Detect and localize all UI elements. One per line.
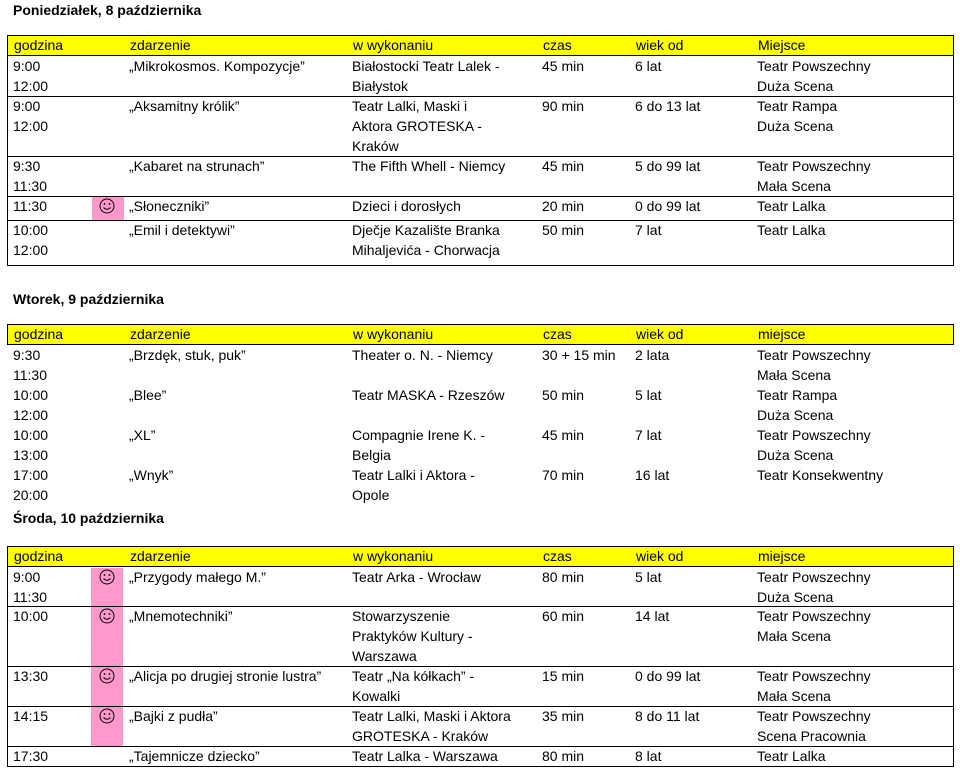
age-cell: 0 do 99 lat (635, 668, 701, 684)
duration-cell: 45 min (542, 158, 585, 174)
header-cell: Miejsce (758, 37, 806, 53)
event-cell: „Alicja po drugiej stronie lustra” (129, 668, 322, 684)
table-header (7, 35, 954, 56)
header-cell: w wykonaniu (353, 37, 434, 53)
venue-cell: Mała Scena (757, 688, 831, 704)
time-cell: 13:30 (13, 668, 49, 684)
venue-cell: Duża Scena (757, 447, 834, 463)
smiley-icon (99, 198, 115, 214)
smiley-icon (99, 708, 115, 724)
day-title: Poniedziałek, 8 października (13, 2, 202, 18)
age-cell: 2 lata (635, 347, 670, 363)
age-cell: 5 lat (635, 569, 662, 585)
performer-cell: Białostocki Teatr Lalek - (352, 58, 500, 74)
header-cell: miejsce (758, 326, 806, 342)
duration-cell: 90 min (542, 98, 585, 114)
performer-cell: Mihaljevića - Chorwacja (352, 242, 500, 258)
header-cell: w wykonaniu (353, 326, 434, 342)
time-cell: 10:00 (13, 427, 49, 443)
venue-cell: Duża Scena (757, 78, 834, 94)
venue-cell: Teatr Powszechny (757, 708, 871, 724)
performer-cell: Theater o. N. - Niemcy (352, 347, 493, 363)
age-cell: 5 do 99 lat (635, 158, 701, 174)
time-cell: 11:30 (13, 178, 47, 194)
time-cell: 12:00 (13, 118, 49, 134)
performer-cell: Opole (352, 487, 390, 503)
venue-cell: Scena Pracownia (757, 728, 866, 744)
time-cell: 12:00 (13, 407, 49, 423)
time-cell: 17:30 (13, 748, 49, 764)
performer-cell: GROTESKA - Kraków (352, 728, 489, 744)
smiley-icon (99, 668, 115, 684)
time-cell: 20:00 (13, 487, 49, 503)
header-cell: wiek od (636, 326, 684, 342)
performer-cell: Aktora GROTESKA - (352, 118, 482, 134)
header-cell: czas (543, 326, 572, 342)
venue-cell: Teatr Lalka (757, 222, 826, 238)
duration-cell: 20 min (542, 198, 585, 214)
age-cell: 0 do 99 lat (635, 198, 701, 214)
header-cell: zdarzenie (130, 548, 191, 564)
time-cell: 17:00 (13, 467, 49, 483)
event-cell: „Bajki z pudła” (129, 708, 218, 724)
performer-cell: Teatr Arka - Wrocław (352, 569, 481, 585)
duration-cell: 80 min (542, 748, 585, 764)
smiley-icon (99, 608, 115, 624)
venue-cell: Teatr Powszechny (757, 668, 871, 684)
time-cell: 11:30 (13, 198, 47, 214)
age-cell: 8 lat (635, 748, 662, 764)
performer-cell: Kraków (352, 138, 399, 154)
venue-cell: Teatr Lalka (757, 748, 826, 764)
performer-cell: Stowarzyszenie (352, 608, 451, 624)
header-cell: zdarzenie (130, 37, 191, 53)
duration-cell: 45 min (542, 427, 585, 443)
header-cell: miejsce (758, 548, 806, 564)
event-cell: „Słoneczniki” (129, 198, 210, 214)
duration-cell: 70 min (542, 467, 585, 483)
duration-cell: 50 min (542, 222, 585, 238)
duration-cell: 30 + 15 min (542, 347, 616, 363)
performer-cell: Białystok (352, 78, 409, 94)
age-cell: 6 do 13 lat (635, 98, 701, 114)
performer-cell: Warszawa (352, 648, 417, 664)
duration-cell: 60 min (542, 608, 585, 624)
time-cell: 13:00 (13, 447, 49, 463)
header-cell: czas (543, 548, 572, 564)
duration-cell: 15 min (542, 668, 585, 684)
performer-cell: Dzieci i dorosłych (352, 198, 461, 214)
duration-cell: 45 min (542, 58, 585, 74)
time-cell: 11:30 (13, 589, 47, 605)
event-cell: „Tajemnicze dziecko” (129, 748, 260, 764)
performer-cell: Teatr Lalki, Maski i (352, 98, 468, 114)
venue-cell: Teatr Powszechny (757, 158, 871, 174)
time-cell: 9:30 (13, 347, 41, 363)
time-cell: 12:00 (13, 242, 49, 258)
time-cell: 9:00 (13, 98, 41, 114)
venue-cell: Mała Scena (757, 178, 831, 194)
age-cell: 5 lat (635, 387, 662, 403)
event-cell: „Mikrokosmos. Kompozycje” (129, 58, 305, 74)
venue-cell: Teatr Lalka (757, 198, 826, 214)
header-cell: godzina (14, 37, 64, 53)
time-cell: 12:00 (13, 78, 49, 94)
venue-cell: Teatr Powszechny (757, 569, 871, 585)
duration-cell: 35 min (542, 708, 585, 724)
event-cell: „Mnemotechniki” (129, 608, 233, 624)
header-cell: zdarzenie (130, 326, 191, 342)
performer-cell: Compagnie Irene K. - (352, 427, 486, 443)
performer-cell: Teatr Lalka - Warszawa (352, 748, 498, 764)
venue-cell: Duża Scena (757, 589, 834, 605)
time-cell: 10:00 (13, 387, 49, 403)
day-title: Wtorek, 9 października (13, 291, 164, 307)
header-cell: w wykonaniu (353, 548, 434, 564)
header-cell: wiek od (636, 37, 684, 53)
performer-cell: Kowalki (352, 688, 401, 704)
venue-cell: Mała Scena (757, 367, 831, 383)
event-cell: „Brzdęk, stuk, puk” (129, 347, 246, 363)
smiley-icon (99, 569, 115, 585)
event-cell: „Emil i detektywi” (129, 222, 235, 238)
performer-cell: Praktyków Kultury - (352, 628, 473, 644)
duration-cell: 50 min (542, 387, 585, 403)
venue-cell: Teatr Powszechny (757, 608, 871, 624)
age-cell: 8 do 11 lat (635, 708, 700, 724)
age-cell: 14 lat (635, 608, 670, 624)
event-cell: „Kabaret na strunach” (129, 158, 265, 174)
time-cell: 10:00 (13, 608, 49, 624)
venue-cell: Teatr Konsekwentny (757, 467, 884, 483)
table-header (7, 546, 954, 567)
performer-cell: Teatr Lalki i Aktora - (352, 467, 475, 483)
day-title: Środa, 10 października (13, 510, 164, 526)
time-cell: 9:30 (13, 158, 41, 174)
time-cell: 9:00 (13, 569, 41, 585)
venue-cell: Mała Scena (757, 628, 831, 644)
age-cell: 6 lat (635, 58, 662, 74)
header-cell: godzina (14, 548, 64, 564)
event-cell: „Blee” (129, 387, 167, 403)
event-cell: „XL” (129, 427, 156, 443)
header-cell: wiek od (636, 548, 684, 564)
age-cell: 16 lat (635, 467, 670, 483)
time-cell: 11:30 (13, 367, 47, 383)
event-cell: „Przygody małego M.” (129, 569, 266, 585)
venue-cell: Duża Scena (757, 407, 834, 423)
event-cell: „Aksamitny królik” (129, 98, 240, 114)
performer-cell: Belgia (352, 447, 391, 463)
event-cell: „Wnyk” (129, 467, 174, 483)
table-header (7, 324, 954, 345)
time-cell: 10:00 (13, 222, 49, 238)
performer-cell: Teatr MASKA - Rzeszów (352, 387, 505, 403)
header-cell: czas (543, 37, 572, 53)
performer-cell: The Fifth Whell - Niemcy (352, 158, 506, 174)
time-cell: 9:00 (13, 58, 41, 74)
venue-cell: Teatr Rampa (757, 387, 838, 403)
venue-cell: Teatr Powszechny (757, 347, 871, 363)
time-cell: 14:15 (13, 708, 49, 724)
duration-cell: 80 min (542, 569, 585, 585)
header-cell: godzina (14, 326, 64, 342)
performer-cell: Teatr „Na kółkach” - (352, 668, 475, 684)
performer-cell: Dječje Kazalište Branka (352, 222, 500, 238)
age-cell: 7 lat (635, 222, 662, 238)
age-cell: 7 lat (635, 427, 662, 443)
venue-cell: Teatr Rampa (757, 98, 838, 114)
venue-cell: Duża Scena (757, 118, 834, 134)
performer-cell: Teatr Lalki, Maski i Aktora (352, 708, 511, 724)
venue-cell: Teatr Powszechny (757, 58, 871, 74)
venue-cell: Teatr Powszechny (757, 427, 871, 443)
